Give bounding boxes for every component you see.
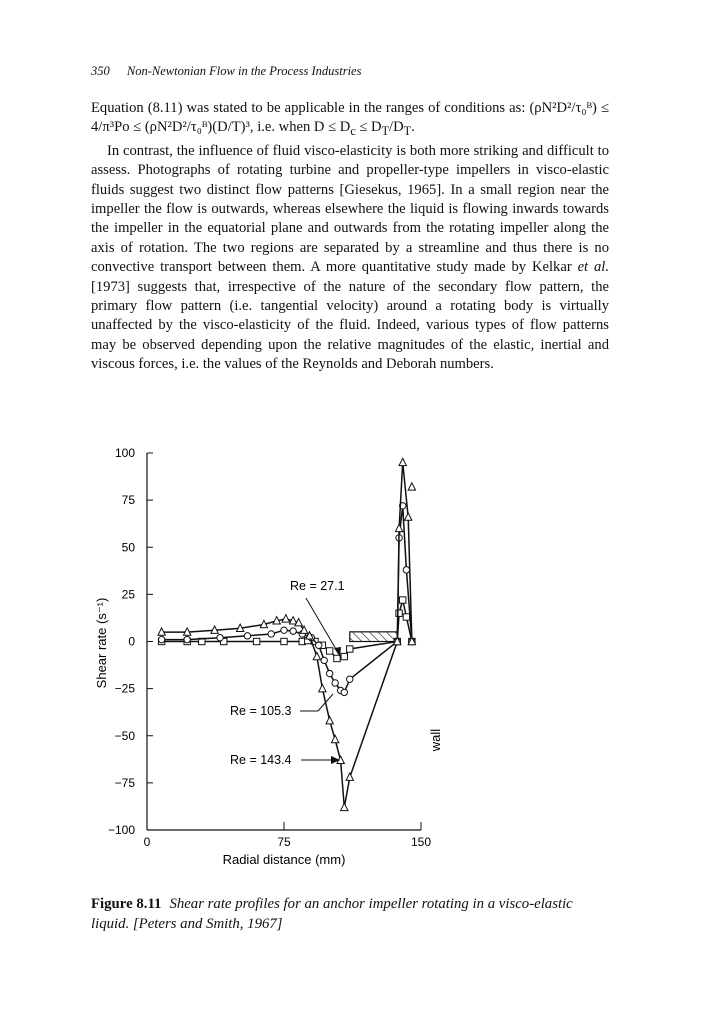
y-axis-label: Shear rate (s⁻¹) (94, 597, 109, 689)
data-point-circle (403, 567, 409, 573)
x-tick-label: 0 (143, 835, 151, 849)
data-point-triangle (399, 458, 406, 465)
data-point-circle (158, 636, 164, 642)
data-point-triangle (282, 615, 289, 622)
data-point-circle (347, 676, 353, 682)
page-number: 350 (91, 64, 110, 78)
data-point-circle (321, 657, 327, 663)
data-point-triangle (331, 735, 338, 742)
wall-label: wall (428, 728, 443, 752)
para2-text-b: [1973] suggests that, irrespective of the nature of the secondary flow pattern, the primary flow pattern (i.e. tangential velocity) around a rotating body is virtually unaffected by the visco-elasticity of the fluid. Indeed, various types of flow patterns may be observed depending upon the relative magnitudes of the elastic, inertial and viscous forces, i.e. the values of the Reynolds and Deborah numbers. (91, 278, 609, 373)
data-point-circle (316, 642, 322, 648)
data-point-square (334, 655, 340, 661)
figure-caption-text: Shear rate profiles for an anchor impeller rotating in a visco-elastic liquid. [Peters and Smith, 1967] (91, 896, 573, 932)
annotation-re-27: Re = 27.1 (290, 579, 345, 593)
data-point-circle (290, 628, 296, 634)
blade-rect (350, 632, 397, 642)
data-point-square (396, 610, 402, 616)
data-point-circle (326, 670, 332, 676)
data-point-triangle (408, 483, 415, 490)
data-point-circle (217, 635, 223, 641)
y-tick-label: 0 (128, 634, 135, 649)
data-point-circle (184, 636, 190, 642)
data-point-triangle (319, 684, 326, 691)
y-tick-label: −25 (114, 681, 135, 696)
data-point-square (400, 597, 406, 603)
data-point-square (281, 638, 287, 644)
data-point-triangle (395, 524, 402, 531)
y-tick-label: 25 (121, 587, 135, 602)
y-tick-label: 50 (121, 540, 135, 555)
annotation-re-143: Re = 143.4 (230, 753, 292, 767)
data-point-square (326, 648, 332, 654)
x-tick-label: 150 (410, 835, 432, 849)
x-axis-label: Radial distance (mm) (222, 852, 346, 867)
data-point-triangle (313, 652, 320, 659)
data-point-triangle (405, 513, 412, 520)
data-point-triangle (346, 773, 353, 780)
data-point-triangle (326, 716, 333, 723)
data-point-circle (281, 627, 287, 633)
para1-text: Equation (8.11) was stated to be applicable in the ranges of conditions as: (91, 100, 526, 116)
y-tick-label: −75 (114, 775, 135, 790)
equation-range: (ρN²D²/τ₀ᴮ) ≤ 4/π³Po ≤ (ρN²D²/τ₀ᴮ)(D/T)³, i.e. when $D \le D_c \le D_T/D_T$. (91, 100, 609, 139)
chart-axes (108, 446, 431, 849)
annotation-re-105: Re = 105.3 (230, 704, 292, 718)
figure-label: Figure 8.11 (91, 896, 162, 912)
x-tick-label: 75 (277, 835, 291, 849)
y-tick-label: 100 (114, 446, 135, 460)
y-tick-label: −100 (107, 823, 135, 837)
data-point-square (403, 614, 409, 620)
data-point-square (347, 646, 353, 652)
impeller-blade (350, 632, 397, 642)
data-point-circle (332, 680, 338, 686)
y-tick-label: 75 (121, 493, 135, 508)
para2-text-a: In contrast, the influence of fluid visco-elasticity is both more striking and difficult to assess. Photographs of rotating turbine and propeller-type impellers in visco-elastic fluids suggest two distinct flow patterns [Giesekus, 1965]. In a small region near the impeller the flow is outwards, whereas elsewhere the liquid is flowing inwards towards the impeller in the equatorial plane and outwards from the rotating impeller along the axis of rotation. The two regions are separated by a streamline and thus there is no convective transport between them. A more quantitative study made by Kelkar (91, 142, 609, 276)
data-point-circle (244, 633, 250, 639)
figure-caption (91, 894, 611, 934)
data-point-circle (268, 631, 274, 637)
y-tick-label: −50 (114, 728, 135, 743)
data-point-triangle (341, 803, 348, 810)
series-circle (158, 503, 415, 696)
series-line (162, 506, 412, 693)
running-title: Non-Newtonian Flow in the Process Industries (126, 64, 362, 78)
para2-etal: et al. (577, 259, 609, 276)
data-point-square (341, 653, 347, 659)
data-point-square (253, 638, 259, 644)
annotation-line (318, 694, 333, 711)
data-point-circle (341, 689, 347, 695)
